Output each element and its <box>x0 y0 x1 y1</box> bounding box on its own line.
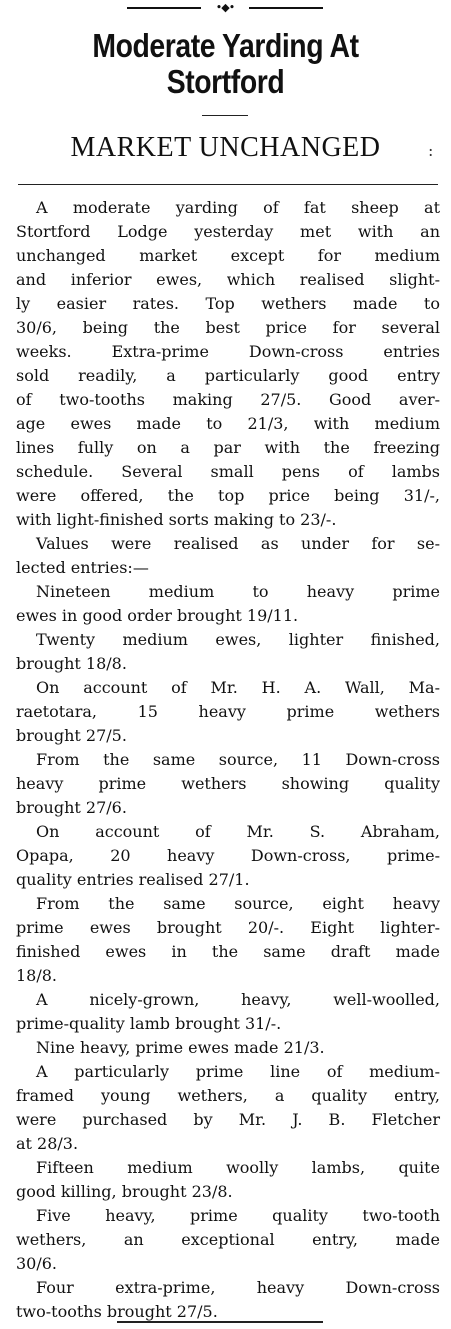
article-line: On account of Mr. H. A. Wall, Ma- <box>36 678 440 697</box>
article-line: raetotara, 15 heavy prime wethers <box>16 702 440 721</box>
article-line: Values were realised as under for se- <box>36 534 440 553</box>
article-line: were offered, the top price being 31/-, <box>16 486 440 505</box>
article-line: framed young wethers, a quality entry, <box>16 1086 440 1105</box>
article-line: brought 27/5. <box>16 726 127 745</box>
article-line: brought 18/8. <box>16 654 127 673</box>
subheading-mark: : <box>428 141 434 160</box>
headline-divider <box>202 115 248 116</box>
bottom-rule <box>117 1321 323 1323</box>
article-line: weeks. Extra-prime Down-cross entries <box>16 342 440 361</box>
article-line: Opapa, 20 heavy Down-cross, prime- <box>16 846 440 865</box>
article-line: schedule. Several small pens of lambs <box>16 462 440 481</box>
article-line: at 28/3. <box>16 1134 79 1153</box>
headline-line-2: Stortford <box>166 63 285 100</box>
article-line: two-tooths brought 27/5. <box>16 1302 218 1321</box>
subheading-divider <box>18 184 438 185</box>
article-line: brought 27/6. <box>16 798 127 817</box>
article-line: were purchased by Mr. J. B. Fletcher <box>16 1110 440 1129</box>
article-line: of two-tooths making 27/5. Good aver- <box>16 390 440 409</box>
article-line: prime-quality lamb brought 31/-. <box>16 1014 282 1033</box>
headline-line-1: Moderate Yarding At <box>92 27 359 64</box>
article-line: 30/6, being the best price for several <box>16 318 440 337</box>
article-line: A moderate yarding of fat sheep at <box>36 198 440 217</box>
article-line: unchanged market except for medium <box>16 246 440 265</box>
article-line: Fifteen medium woolly lambs, quite <box>36 1158 440 1177</box>
article-line: ewes in good order brought 19/11. <box>16 606 299 625</box>
article-line: wethers, an exceptional entry, made <box>16 1230 440 1249</box>
article-line: A nicely-grown, heavy, well-woolled, <box>36 990 440 1009</box>
article-line: ly easier rates. Top wethers made to <box>16 294 440 313</box>
article-line: heavy prime wethers showing quality <box>16 774 440 793</box>
article-line: quality entries realised 27/1. <box>16 870 250 889</box>
ornament-center: •◆• <box>215 1 235 14</box>
article-line: lected entries:— <box>16 558 149 577</box>
article-line: prime ewes brought 20/-. Eight lighter- <box>16 918 440 937</box>
article-line: Nineteen medium to heavy prime <box>36 582 440 601</box>
ornament-rule-left <box>127 7 201 9</box>
article-line: and inferior ewes, which realised slight- <box>16 270 440 289</box>
article-line: age ewes made to 21/3, with medium <box>16 414 440 433</box>
article-line: sold readily, a particularly good entry <box>16 366 440 385</box>
top-ornament <box>127 1 323 15</box>
ornament-rule-right <box>249 7 323 9</box>
subheading: MARKET UNCHANGED <box>70 132 381 163</box>
article-line: On account of Mr. S. Abraham, <box>36 822 440 841</box>
article-line: lines fully on a par with the freezing <box>16 438 440 457</box>
article-line: From the same source, 11 Down-cross <box>36 750 440 769</box>
article-line: Four extra-prime, heavy Down-cross <box>36 1278 440 1297</box>
article-line: with light-finished sorts making to 23/-. <box>16 510 337 529</box>
article-line: A particularly prime line of medium- <box>36 1062 440 1081</box>
article-body <box>16 196 440 1324</box>
article-line: Stortford Lodge yesterday met with an <box>16 222 440 241</box>
article-line: good killing, brought 23/8. <box>16 1182 233 1201</box>
article-line: finished ewes in the same draft made <box>16 942 440 961</box>
headline <box>32 28 420 100</box>
article-line: Twenty medium ewes, lighter finished, <box>36 630 440 649</box>
article-line: Five heavy, prime quality two-tooth <box>36 1206 440 1225</box>
article-line: Nine heavy, prime ewes made 21/3. <box>36 1038 325 1057</box>
article-line: 18/8. <box>16 966 58 985</box>
article-line: From the same source, eight heavy <box>36 894 440 913</box>
article-line: 30/6. <box>16 1254 58 1273</box>
